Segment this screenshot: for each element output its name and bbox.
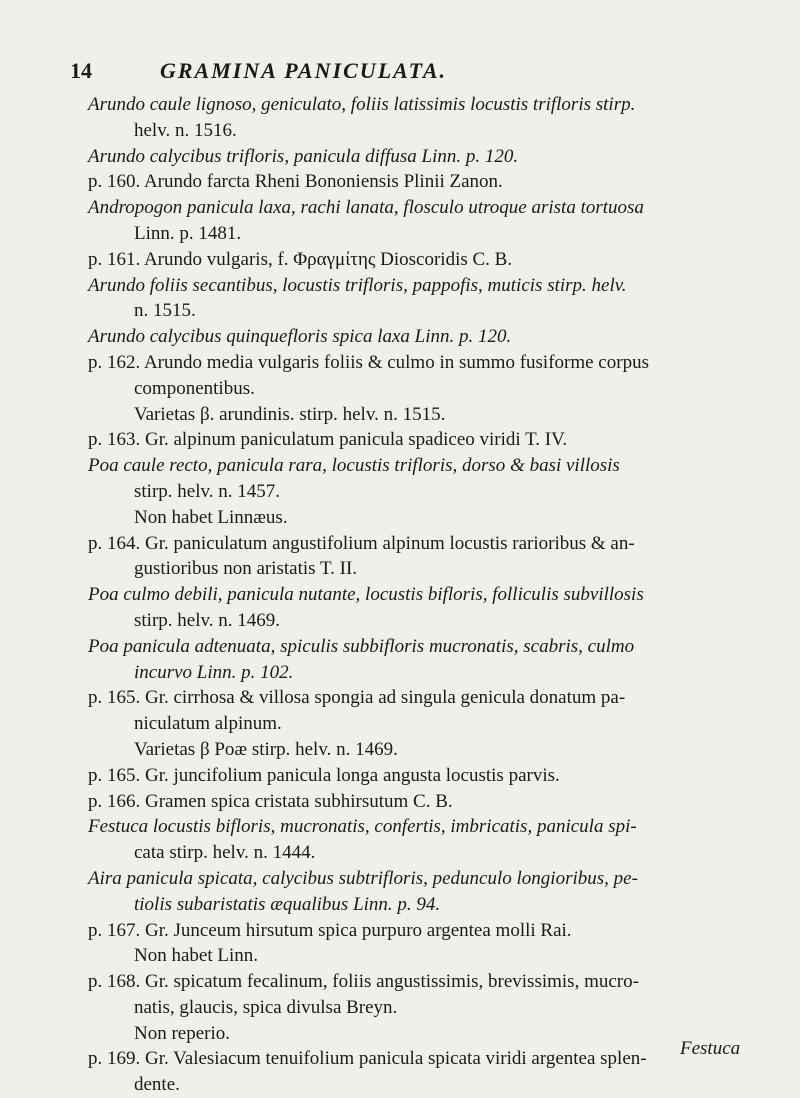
text-line: Festuca locustis bifloris, mucronatis, confertis, imbricatis, panicula spi- (88, 816, 637, 838)
text-line: componentibus. (134, 377, 255, 399)
text-line: cata stirp. helv. n. 1444. (134, 842, 316, 864)
text-line: p. 165. Gr. cirrhosa & villosa spongia ad singula genicula donatum pa- (88, 687, 626, 709)
text-line: p. 165. Gr. juncifolium panicula longa angusta locustis parvis. (88, 764, 560, 786)
text-line: p. 164. Gr. paniculatum angustifolium alpinum locustis rarioribus & an- (88, 532, 635, 554)
text-body (88, 92, 788, 1098)
text-line: niculatum alpinum. (134, 713, 282, 735)
text-line: Varietas β. arundinis. stirp. helv. n. 1515. (134, 403, 446, 425)
text-line: Arundo calycibus quinquefloris spica laxa Linn. p. 120. (88, 326, 512, 348)
page-header (70, 58, 730, 88)
text-line: p. 166. Gramen spica cristata subhirsutum C. B. (88, 790, 453, 812)
text-line: p. 168. Gr. spicatum fecalinum, foliis angustissimis, brevissimis, mucro- (88, 971, 639, 993)
text-line: stirp. helv. n. 1457. (134, 480, 281, 502)
text-line: Andropogon panicula laxa, rachi lanata, flosculo utroque arista tortuosa (88, 197, 644, 219)
text-line: p. 169. Gr. Valesiacum tenuifolium panicula spicata viridi argentea splen- (88, 1048, 647, 1070)
text-line: natis, glaucis, spica divulsa Breyn. (134, 996, 398, 1018)
text-line: p. 167. Gr. Junceum hirsutum spica purpuro argentea molli Rai. (88, 919, 572, 941)
text-line: p. 160. Arundo farcta Rheni Bononiensis Plinii Zanon. (88, 171, 503, 193)
text-line: Linn. p. 1481. (134, 222, 242, 244)
text-line: stirp. helv. n. 1469. (134, 609, 281, 631)
text-line: Arundo foliis secantibus, locustis trifloris, pappofis, muticis stirp. helv. (88, 274, 627, 296)
text-line: Varietas β Poæ stirp. helv. n. 1469. (134, 738, 398, 760)
text-line: tiolis subaristatis æqualibus Linn. p. 94. (134, 893, 441, 915)
running-head: GRAMINA PANICULATA. (160, 58, 447, 83)
text-line: helv. n. 1516. (134, 119, 237, 141)
text-line: Non reperio. (134, 1022, 231, 1044)
text-line: Non habet Linnæus. (134, 506, 288, 528)
catchword: Festuca (680, 1038, 741, 1059)
text-line: Arundo calycibus trifloris, panicula diffusa Linn. p. 120. (88, 145, 519, 167)
text-line: n. 1515. (134, 300, 196, 322)
text-line: p. 162. Arundo media vulgaris foliis & culmo in summo fusiforme corpus (88, 351, 649, 373)
text-line: incurvo Linn. p. 102. (134, 661, 294, 683)
text-line: Non habet Linn. (134, 945, 259, 967)
text-line: Poa culmo debili, panicula nutante, locustis bifloris, folliculis subvillosis (88, 584, 644, 606)
text-line: Poa caule recto, panicula rara, locustis trifloris, dorso & basi villosis (88, 455, 620, 477)
text-line: dente. (134, 1074, 180, 1096)
text-line: gustioribus non aristatis T. II. (134, 558, 358, 580)
text-line: Arundo caule lignoso, geniculato, foliis latissimis locustis trifloris stirp. (88, 94, 636, 115)
text-line: Aira panicula spicata, calycibus subtrifloris, pedunculo longioribus, pe- (88, 867, 638, 889)
text-line: p. 163. Gr. alpinum paniculatum panicula spadiceo viridi T. IV. (88, 429, 568, 451)
page-number: 14 (70, 58, 92, 83)
text-line: Poa panicula adtenuata, spiculis subbifloris mucronatis, scabris, culmo (88, 635, 635, 657)
text-line: p. 161. Arundo vulgaris, f. Φραγμίτης Dioscoridis C. B. (88, 248, 513, 270)
